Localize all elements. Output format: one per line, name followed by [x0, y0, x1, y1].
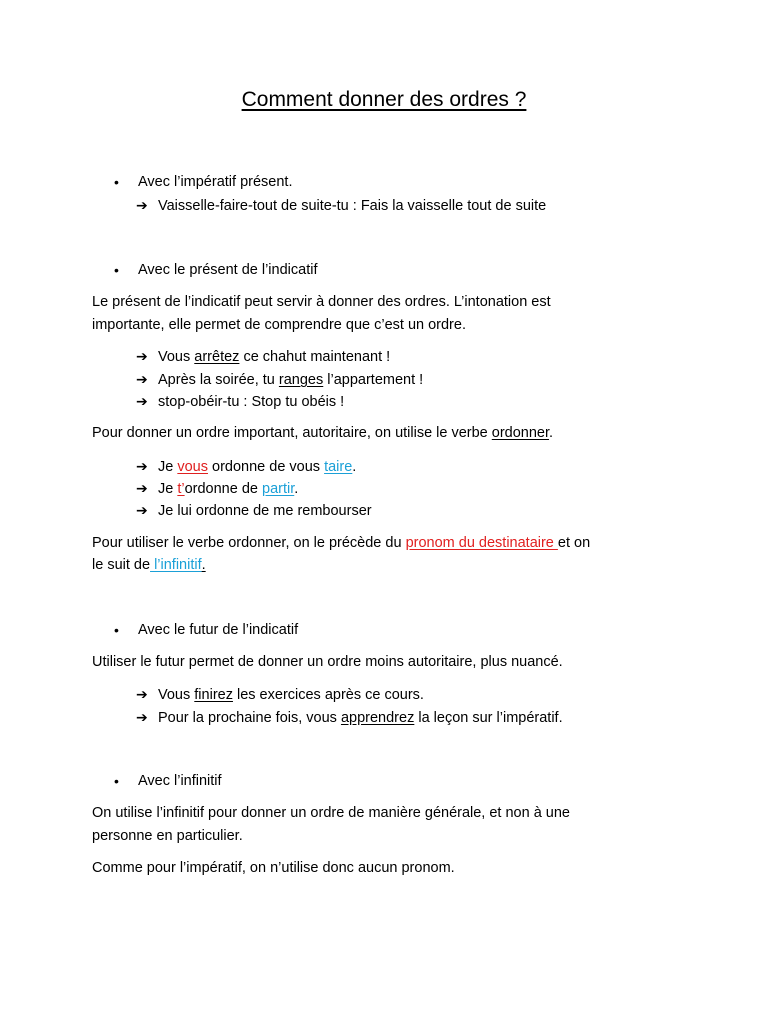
example-line	[136, 707, 563, 728]
example-line	[136, 500, 372, 521]
underlined-verb: arrêtez	[194, 349, 240, 365]
example-text: Je	[158, 481, 178, 497]
paragraph-text: et on	[557, 535, 591, 551]
example-text: Vous	[158, 349, 195, 365]
paragraph-text: .	[549, 425, 554, 441]
example-line	[136, 456, 356, 477]
example-line	[136, 195, 546, 216]
paragraph-line	[92, 555, 206, 575]
section-heading-present	[114, 260, 318, 280]
arrow-icon: ➔	[136, 502, 148, 518]
underlined-verb: apprendrez	[340, 710, 415, 726]
section-heading-futur	[114, 620, 299, 640]
arrow-icon: ➔	[136, 480, 148, 496]
arrow-icon: ➔	[136, 686, 148, 702]
example-text: Pour la prochaine fois, vous	[158, 710, 341, 726]
paragraph-text: le suit de	[92, 557, 151, 573]
underlined-verb: ranges	[278, 372, 324, 388]
section-heading-infinitif	[114, 771, 222, 791]
example-text: .	[294, 481, 299, 497]
example-text: stop-obéir-tu : Stop tu obéis !	[158, 394, 345, 410]
bullet-icon: •	[114, 174, 119, 190]
paragraph-line: importante, elle permet de comprendre que c’est un ordre.	[92, 317, 466, 333]
example-line	[136, 369, 423, 390]
example-text: la leçon sur l’impératif.	[414, 710, 563, 726]
example-text: l’appartement !	[323, 372, 424, 388]
arrow-icon: ➔	[136, 371, 148, 387]
paragraph-line	[92, 533, 590, 553]
pronoun-red: vous	[177, 459, 208, 475]
example-text: Vous	[158, 687, 195, 703]
example-line	[136, 391, 344, 412]
example-line	[136, 346, 390, 367]
paragraph-text: Pour donner un ordre important, autoritaire, on utilise le verbe	[92, 425, 492, 441]
example-text: Je lui ordonne de me rembourser	[158, 503, 372, 519]
heading-text: Avec l’impératif présent.	[138, 174, 293, 190]
section-heading-imperatif	[114, 172, 293, 192]
infinitive-blue: taire	[324, 459, 353, 475]
underlined-verb: finirez	[194, 687, 233, 703]
example-text: Après la soirée, tu	[158, 372, 279, 388]
paragraph-text: Pour utiliser le verbe ordonner, on le précède du	[92, 535, 406, 551]
example-text: ordonne de	[184, 481, 262, 497]
paragraph-line: Utiliser le futur permet de donner un ordre moins autoritaire, plus nuancé.	[92, 654, 563, 670]
page-title: Comment donner des ordres ?	[241, 88, 527, 111]
example-line	[136, 684, 424, 705]
example-text: ordonne de vous	[207, 459, 325, 475]
heading-text: Avec le futur de l’indicatif	[138, 622, 299, 638]
arrow-icon: ➔	[136, 348, 148, 364]
infinitive-blue: l’infinitif	[150, 557, 202, 573]
heading-text: Avec le présent de l’indicatif	[138, 262, 318, 278]
example-text: Vaisselle-faire-tout de suite-tu : Fais la vaisselle tout de suite	[158, 198, 547, 214]
bullet-icon: •	[114, 262, 119, 278]
arrow-icon: ➔	[136, 197, 148, 213]
arrow-icon: ➔	[136, 458, 148, 474]
example-text: ce chahut maintenant !	[239, 349, 391, 365]
bullet-icon: •	[114, 773, 119, 789]
paragraph-text: .	[201, 557, 206, 573]
example-text: Je	[158, 459, 178, 475]
underlined-verb: ordonner	[491, 425, 550, 441]
infinitive-blue: partir	[262, 481, 295, 497]
paragraph-line	[92, 423, 553, 443]
heading-text: Avec l’infinitif	[138, 773, 222, 789]
example-text: les exercices après ce cours.	[232, 687, 424, 703]
pronoun-red: pronom du destinataire	[405, 535, 558, 551]
paragraph-line: personne en particulier.	[92, 828, 243, 844]
paragraph-line: On utilise l’infinitif pour donner un ordre de manière générale, et non à une	[92, 805, 570, 821]
example-text: .	[352, 459, 357, 475]
bullet-icon: •	[114, 622, 119, 638]
arrow-icon: ➔	[136, 709, 148, 725]
paragraph-line: Comme pour l’impératif, on n’utilise donc aucun pronom.	[92, 860, 455, 876]
arrow-icon: ➔	[136, 393, 148, 409]
example-line	[136, 478, 298, 499]
paragraph-line: Le présent de l’indicatif peut servir à donner des ordres. L’intonation est	[92, 294, 551, 310]
pronoun-red: t’	[177, 481, 185, 497]
